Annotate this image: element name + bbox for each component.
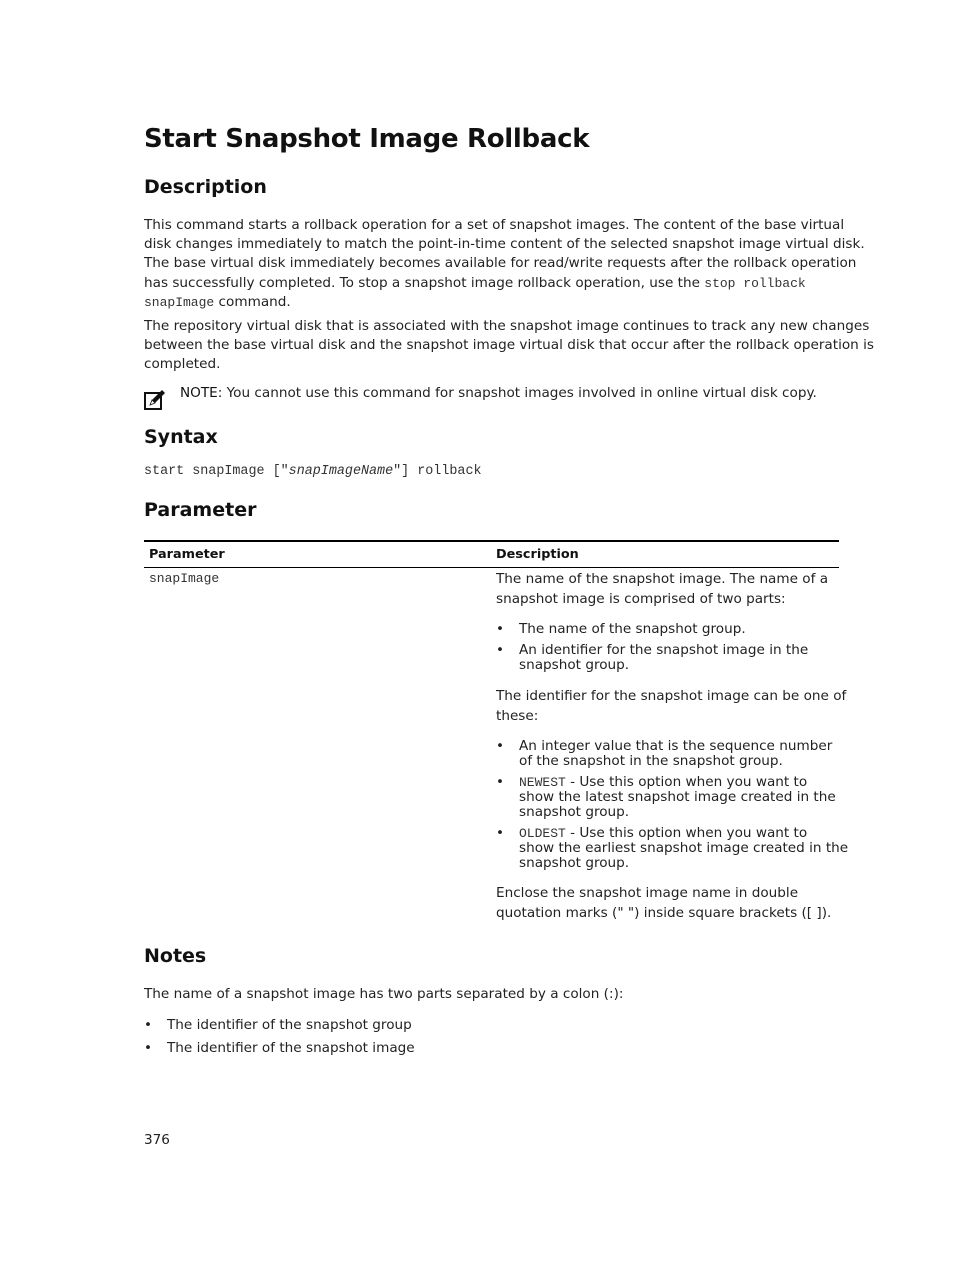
text-line: between the base virtual disk and the snapshot image virtual disk that occur after the rollback operation is — [144, 337, 874, 354]
parameter-heading: Parameter — [144, 499, 257, 521]
text-line: these: — [496, 708, 539, 724]
text-line: snapshot group. — [519, 657, 630, 673]
text-line: show the latest snapshot image created in the — [519, 789, 836, 805]
bullet-marker: • — [144, 1017, 153, 1033]
notes-heading: Notes — [144, 945, 207, 967]
text-line: The name of the snapshot image. The name of a — [496, 571, 829, 587]
list-item-text — [519, 826, 848, 871]
inline-code: NEWEST — [519, 775, 566, 790]
text-line: snapshot image is comprised of two parts: — [496, 591, 786, 607]
column-header-parameter: Parameter — [144, 541, 491, 568]
list-item-text — [519, 739, 832, 769]
page-number: 376 — [144, 1132, 170, 1148]
text-line — [144, 274, 838, 293]
page-title: Start Snapshot Image Rollback — [144, 124, 590, 154]
notes-intro: The name of a snapshot image has two parts separated by a colon (:): — [144, 986, 624, 1002]
text-line: - Use this option when you want to — [565, 774, 808, 790]
text-line: The base virtual disk immediately becomes available for read/write requests after the rollback operation — [144, 255, 857, 272]
text-line: The repository virtual disk that is associated with the snapshot image continues to track any new changes — [144, 318, 870, 334]
table-header-row — [144, 541, 839, 568]
inline-code: OLDEST — [519, 826, 566, 841]
syntax-suffix: "] rollback — [393, 464, 482, 479]
syntax-prefix: start snapImage [" — [144, 464, 289, 479]
text-line — [144, 293, 838, 312]
description-paragraph-2 — [144, 317, 874, 375]
text-line: disk changes immediately to match the point-in-time content of the selected snapshot image virtual disk. — [144, 236, 865, 253]
bullet-marker: • — [144, 1040, 153, 1056]
syntax-code — [144, 464, 482, 479]
description-heading: Description — [144, 176, 267, 198]
text-line: completed. — [144, 356, 221, 373]
text-line: An identifier for the snapshot image in the — [519, 642, 809, 658]
syntax-heading: Syntax — [144, 426, 218, 448]
text-line: snapshot group. — [519, 804, 630, 820]
text-segment: command. — [214, 293, 291, 310]
list-item-text — [519, 775, 836, 820]
parameter-table — [144, 540, 839, 568]
list-item-text — [519, 643, 808, 673]
syntax-argument: snapImageName — [288, 464, 394, 479]
note-label: NOTE: — [180, 385, 223, 401]
bullet-marker: • — [496, 774, 505, 790]
list-item-text: The identifier of the snapshot group — [167, 1017, 412, 1033]
list-item-text: The identifier of the snapshot image — [167, 1040, 415, 1056]
text-line: of the snapshot in the snapshot group. — [519, 753, 783, 769]
description-paragraph-1 — [144, 216, 865, 312]
inline-code: snapImage — [144, 294, 215, 310]
text-line: This command starts a rollback operation for a set of snapshot images. The content of the base virtual — [144, 217, 845, 233]
list-item-text: The name of the snapshot group. — [519, 621, 746, 637]
text-line: quotation marks (" ") inside square brackets ([ ]). — [496, 905, 832, 921]
text-segment: has successfully completed. To stop a snapshot image rollback operation, use the — [144, 274, 705, 291]
note-pencil-icon — [144, 389, 166, 411]
bullet-marker: • — [496, 825, 505, 841]
note-text — [180, 384, 817, 403]
bullet-marker: • — [496, 621, 505, 637]
text-line: Enclose the snapshot image name in double — [496, 885, 799, 901]
text-line: show the earliest snapshot image created in the — [519, 840, 849, 856]
text-line: The identifier for the snapshot image can be one of — [496, 688, 847, 704]
text-line: - Use this option when you want to — [565, 825, 808, 841]
note-body: You cannot use this command for snapshot images involved in online virtual disk copy. — [222, 385, 817, 401]
text-line: An integer value that is the sequence number — [519, 738, 833, 754]
column-header-description: Description — [491, 541, 839, 568]
bullet-marker: • — [496, 642, 505, 658]
inline-code: stop rollback — [704, 275, 806, 291]
bullet-marker: • — [496, 738, 505, 754]
parameter-name: snapImage — [149, 571, 220, 586]
text-line: snapshot group. — [519, 855, 630, 871]
